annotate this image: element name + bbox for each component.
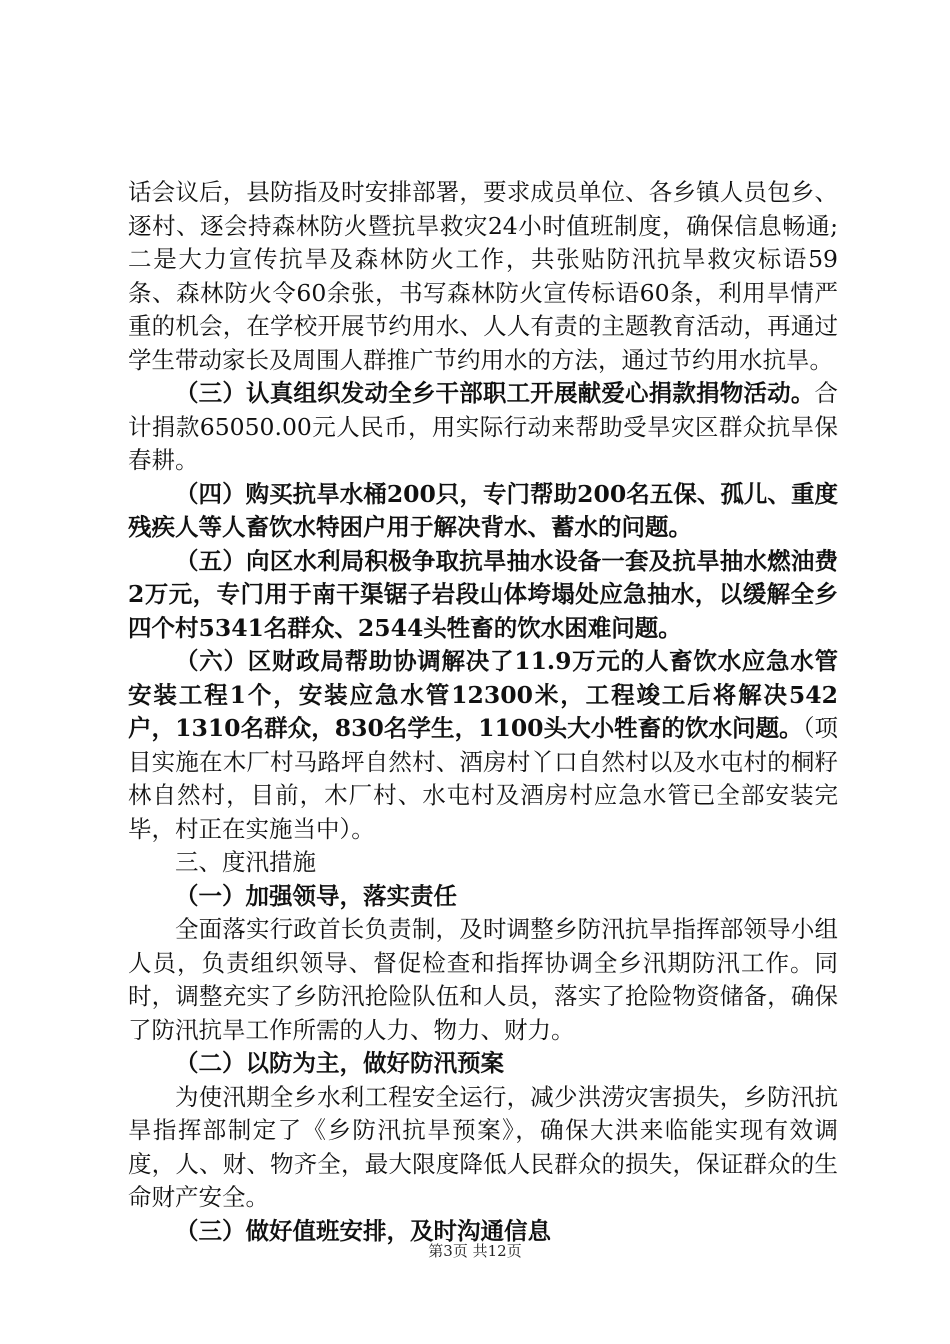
paragraph-8-text: 全面落实行政首长负责制，及时调整乡防汛抗旱指挥部领导小组人员，负责组织领导、督促检查和指挥协调全乡汛期防汛工作。同时，调整充实了乡防汛抢险队伍和人员，落实了抢险物资储备，确保了防汛抗旱工作所需的人力、物力、财力。 bbox=[128, 915, 838, 1044]
paragraph-10-text: 为使汛期全乡水利工程安全运行，减少洪涝灾害损失，乡防汛抗旱指挥部制定了《乡防汛抗旱预案》，确保大洪来临能实现有效调度，人、财、物齐全，最大限度降低人民群众的损失，保证群众的生命财产安全。 bbox=[128, 1082, 838, 1211]
paragraph-10 bbox=[128, 1081, 838, 1215]
section-heading bbox=[128, 846, 838, 880]
page-number: 第3页 共12页 bbox=[428, 1242, 522, 1260]
paragraph-3-lead: （四）购买抗旱水桶200只，专门帮助200名五保、孤儿、重度残疾人等人畜饮水特困户用于解决背水、蓄水的问题。 bbox=[128, 479, 838, 541]
section-heading-text: 三、度汛措施 bbox=[175, 848, 316, 876]
paragraph-4-lead: （五）向区水利局积极争取抗旱抽水设备一套及抗旱抽水燃油费2万元，专门用于南干渠锯子岩段山体垮塌处应急抽水，以缓解全乡四个村5341名群众、2544头牲畜的饮水困难问题。 bbox=[128, 546, 838, 642]
paragraph-2-text: 合计捐款65050.00元人民币，用实际行动来帮助受旱灾区群众抗旱保春耕。 bbox=[128, 379, 838, 474]
paragraph-5-lead: （六）区财政局帮助协调解决了11.9万元的人畜饮水应急水管安装工程1个，安装应急水管12300米，工程竣工后将解决542户，1310名群众，830名学生，1100头大小牲畜的饮水问题。 bbox=[128, 647, 838, 742]
paragraph-2-lead: （三）认真组织发动全乡干部职工开展献爱心捐款捐物活动。 bbox=[175, 379, 815, 407]
paragraph-5 bbox=[128, 645, 838, 846]
paragraph-3 bbox=[128, 478, 838, 545]
subheading-2 bbox=[128, 1047, 838, 1081]
subheading-1-text: （一）加强领导，落实责任 bbox=[175, 881, 457, 910]
document-body bbox=[128, 176, 838, 1248]
paragraph-1 bbox=[128, 176, 838, 377]
subheading-1 bbox=[128, 880, 838, 914]
paragraph-8 bbox=[128, 913, 838, 1047]
page-footer bbox=[0, 1241, 950, 1261]
paragraph-2 bbox=[128, 377, 838, 478]
paragraph-5-text: （项目实施在木厂村马路坪自然村、酒房村丫口自然村以及水屯村的桐籽林自然村，目前，木厂村、水屯村及酒房村应急水管已全部安装完毕，村正在实施当中）。 bbox=[128, 714, 838, 843]
paragraph-1-text: 话会议后，县防指及时安排部署，要求成员单位、各乡镇人员包乡、逐村、逐会持森林防火暨抗旱救灾24小时值班制度，确保信息畅通;二是大力宣传抗旱及森林防火工作，共张贴防汛抗旱救灾标语59条、森林防火令60余张，书写森林防火宣传标语60条，利用旱情严重的机会，在学校开展节约用水、人人有责的主题教育活动，再通过学生带动家长及周围人群推广节约用水的方法，通过节约用水抗旱。 bbox=[128, 178, 838, 374]
subheading-3-text: （三）做好值班安排，及时沟通信息 bbox=[175, 1216, 551, 1245]
paragraph-4 bbox=[128, 545, 838, 646]
subheading-2-text: （二）以防为主，做好防汛预案 bbox=[175, 1049, 504, 1077]
